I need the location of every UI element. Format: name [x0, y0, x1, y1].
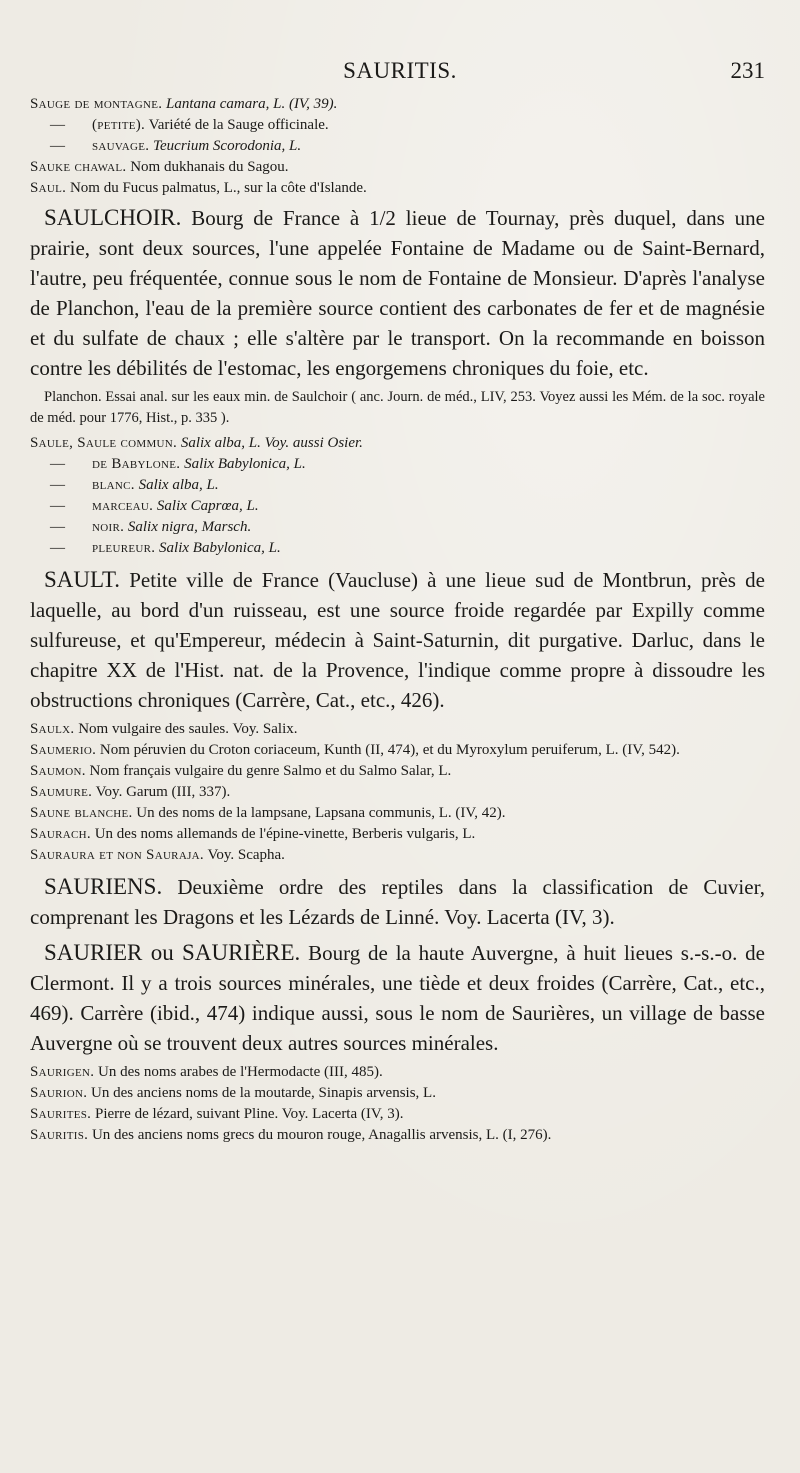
- reference-note: Planchon. Essai anal. sur les eaux min. de Saulchoir ( anc. Journ. de méd., LIV, 253. Voyez aussi les Mém. de la soc. royale de méd. pour 1776, Hist., p. 335 ).: [30, 389, 765, 426]
- entry: Saurion. Un des anciens noms de la moutarde, Sinapis arvensis, L.: [30, 1085, 436, 1101]
- entry: — marceau. Salix Caprœa, L.: [50, 498, 259, 514]
- headword: SAULT.: [44, 567, 121, 592]
- entries-saule: [30, 433, 765, 559]
- headword: SAURIER ou SAURIÈRE.: [44, 940, 301, 965]
- entry: Saune blanche. Un des noms de la lampsane, Lapsana communis, L. (IV, 42).: [30, 805, 506, 821]
- entry: Sauraura et non Sauraja. Voy. Scapha.: [30, 847, 285, 863]
- entry: — noir. Salix nigra, Marsch.: [50, 519, 252, 535]
- entries-bottom: [30, 1062, 765, 1146]
- article-saulchoir: SAULCHOIR. Bourg de France à 1/2 lieue de Tournay, près duquel, dans une prairie, sont deux sources, l'une appelée Fontaine de Madame ou de Saint-Bernard, l'autre, peu fréquentée, connue sous le nom de Fontaine de Monsieur. D'après l'analyse de Planchon, l'eau de la première source contient des carbonates de fer et de magnésie et du sulfate de chaux ; elle s'altère par le transport. On la recommande en boisson contre les débilités de l'estomac, les engorgemens chroniques du foie, etc.: [30, 205, 765, 380]
- page-number: 231: [730, 58, 765, 83]
- entries-top: [30, 94, 765, 199]
- page-content: [30, 94, 765, 1146]
- page-header: [0, 58, 800, 94]
- entry: Saule, Saule commun. Salix alba, L. Voy. aussi Osier.: [30, 435, 363, 451]
- entry: Sauke chawal. Nom dukhanais du Sagou.: [30, 159, 289, 175]
- entry: — (petite). Variété de la Sauge officinale.: [50, 117, 329, 133]
- entry: — pleureur. Salix Babylonica, L.: [50, 540, 281, 556]
- entry: Saulx. Nom vulgaire des saules. Voy. Salix.: [30, 721, 298, 737]
- article-sault: SAULT. Petite ville de France (Vaucluse) à une lieue sud de Montbrun, près de laquelle, au bord d'un ruisseau, est une source froide regardée par Expilly comme sulfureuse, et qu'Empereur, médecin à Saint-Saturnin, dit purgative. Darluc, dans le chapitre XX de l'Hist. nat. de la Provence, l'indique comme propre à dissoudre les obstructions chroniques (Carrère, Cat., etc., 426).: [30, 567, 766, 712]
- entry: Saurigen. Un des noms arabes de l'Hermodacte (III, 485).: [30, 1064, 383, 1080]
- article-saurier: SAURIER ou SAURIÈRE. Bourg de la haute Auvergne, à huit lieues s.-s.-o. de Clermont. Il y a trois sources minérales, une tiède et deux froides (Carrère, Cat., etc., 469). Carrère (ibid., 474) indique aussi, sous le nom de Saurières, un village de basse Auvergne où se trouvent deux autres sources minérales.: [30, 940, 765, 1055]
- entries-mid: [30, 719, 765, 866]
- entry: Saurach. Un des noms allemands de l'épine-vinette, Berberis vulgaris, L.: [30, 826, 476, 842]
- headword: SAURIENS.: [44, 874, 163, 899]
- entry: Saumon. Nom français vulgaire du genre Salmo et du Salmo Salar, L.: [30, 763, 452, 779]
- article-sauriens: SAURIENS. Deuxième ordre des reptiles dans la classification de Cuvier, comprenant les Dragons et les Lézards de Linné. Voy. Lacerta (IV, 3).: [30, 874, 765, 929]
- entry: — blanc. Salix alba, L.: [50, 477, 219, 493]
- running-title: SAURITIS.: [343, 58, 457, 83]
- entry: Saurites. Pierre de lézard, suivant Pline. Voy. Lacerta (IV, 3).: [30, 1106, 404, 1122]
- entry: Sauge de montagne. Lantana camara, L. (IV, 39).: [30, 96, 338, 112]
- entry: — de Babylone. Salix Babylonica, L.: [50, 456, 306, 472]
- headword: SAULCHOIR.: [44, 205, 182, 230]
- entry: Sauritis. Un des anciens noms grecs du mouron rouge, Anagallis arvensis, L. (I, 276).: [30, 1127, 552, 1143]
- entry: Saumure. Voy. Garum (III, 337).: [30, 784, 231, 800]
- entry: Saul. Nom du Fucus palmatus, L., sur la côte d'Islande.: [30, 180, 367, 196]
- entry: Saumerio. Nom péruvien du Croton coriaceum, Kunth (II, 474), et du Myroxylum peruiferum, L. (IV, 542).: [30, 742, 680, 758]
- entry: — sauvage. Teucrium Scorodonia, L.: [50, 138, 302, 154]
